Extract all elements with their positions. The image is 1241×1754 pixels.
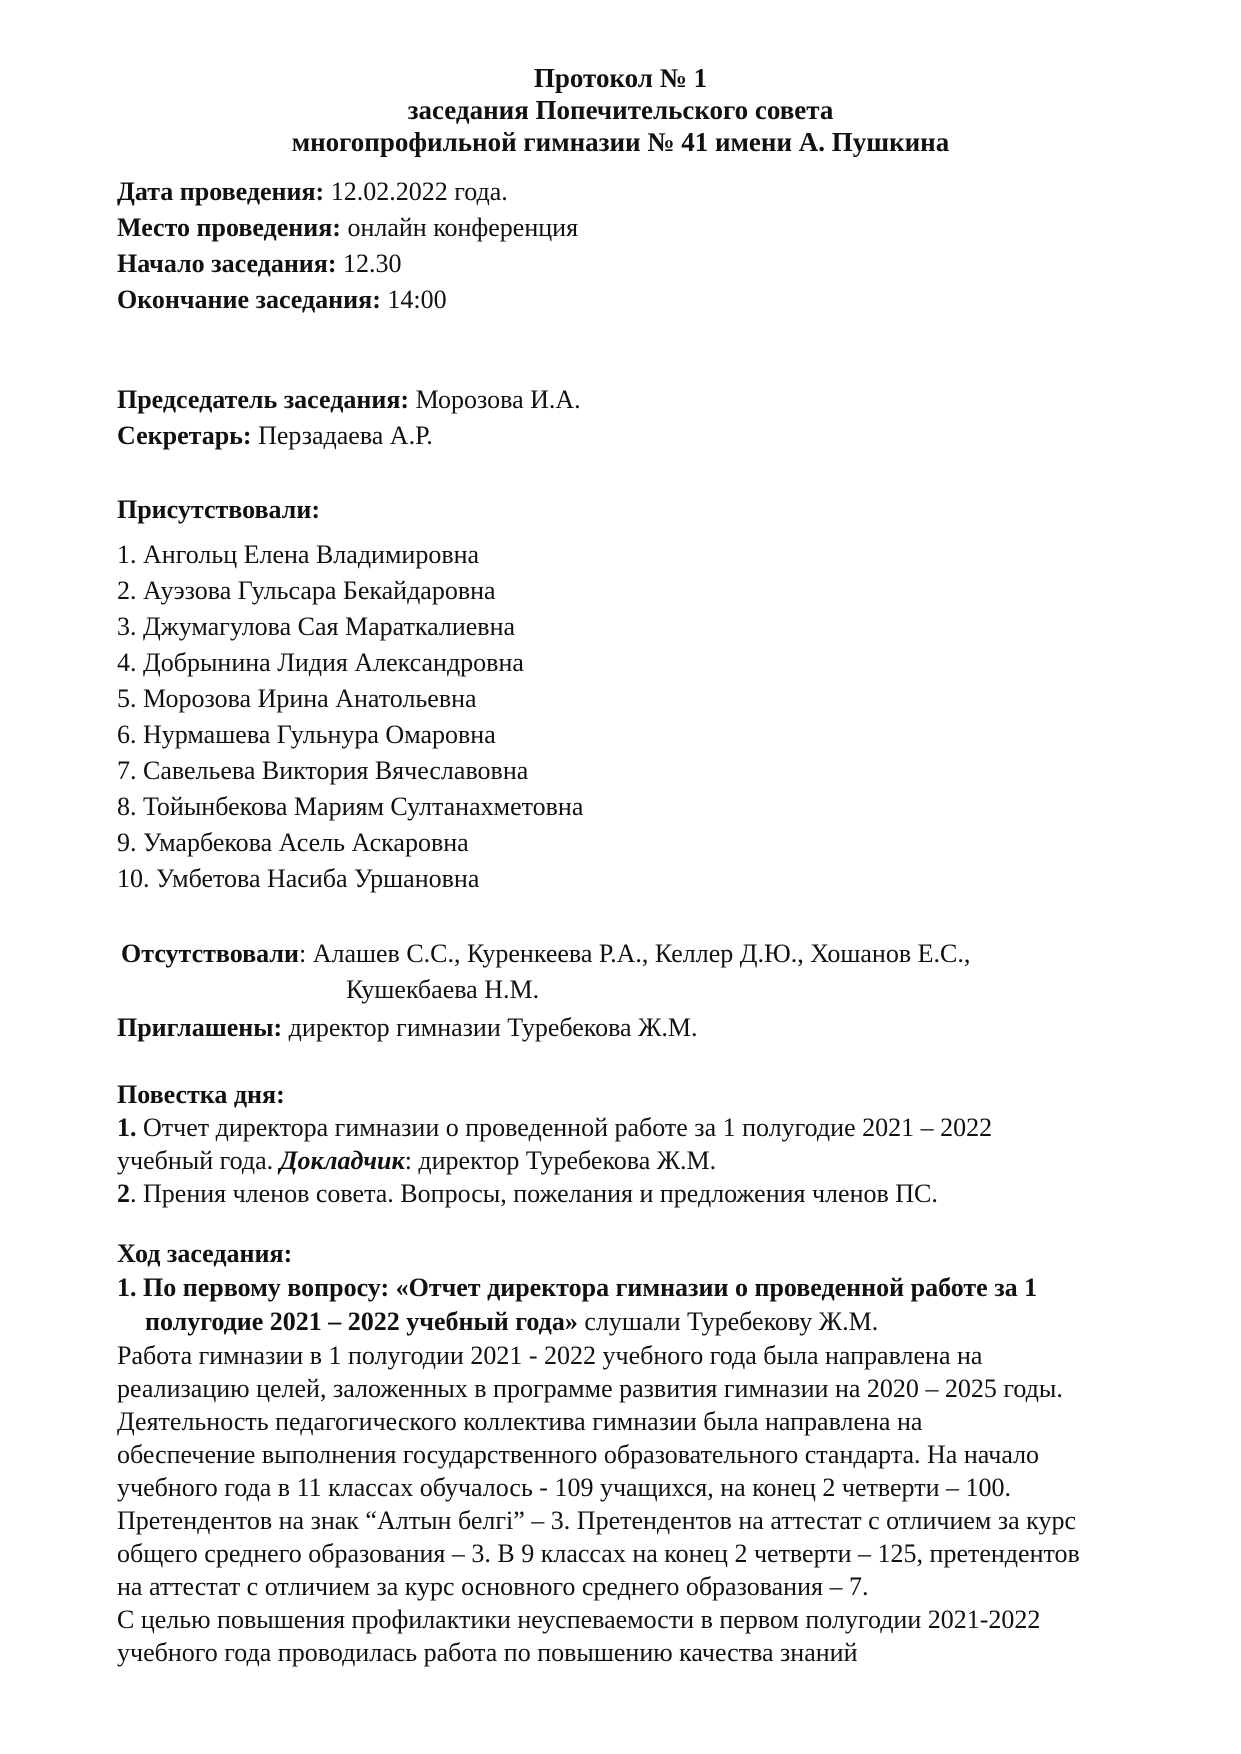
list-item: 1. Ангольц Елена Владимировна xyxy=(117,540,480,569)
list-item: 5. Морозова Ирина Анатольевна xyxy=(117,684,477,713)
body-line: реализацию целей, заложенных в программе развития гимназии на 2020 – 2025 годы. xyxy=(117,1374,1063,1403)
list-item: 10. Умбетова Насиба Уршановна xyxy=(117,864,480,893)
body-line: Претендентов на знак “Алтын белгі” – 3. Претендентов на аттестат с отличием за курс xyxy=(117,1506,1076,1535)
speaker-label: Докладчик xyxy=(279,1146,405,1175)
invited-section xyxy=(117,1010,1167,1046)
meeting-meta xyxy=(117,174,1167,318)
protocol-school: многопрофильной гимназии № 41 имени А. Пушкина xyxy=(291,127,950,157)
list-item: 9. Умарбекова Асель Аскаровна xyxy=(117,828,469,857)
question-1-cont: полугодие 2021 – 2022 учебный года» слушали Туребекову Ж.М. xyxy=(145,1307,879,1336)
meta-date: Дата проведения: 12.02.2022 года. xyxy=(117,177,508,206)
body-line: обеспечение выполнения государственного образовательного стандарта. На начало xyxy=(117,1440,1040,1469)
protocol-subtitle: заседания Попечительского совета xyxy=(407,95,834,125)
secretary: Секретарь: Перзадаева А.Р. xyxy=(117,421,433,450)
body-line: учебного года проводилась работа по повышению качества знаний xyxy=(117,1638,858,1667)
agenda-item-2: 2. Прения членов совета. Вопросы, пожелания и предложения членов ПС. xyxy=(117,1179,938,1208)
agenda-item-1: 1. Отчет директора гимназии о проведенной работе за 1 полугодие 2021 – 2022 xyxy=(117,1113,993,1142)
protocol-title: Протокол № 1 xyxy=(533,63,708,93)
present-heading: Присутствовали: xyxy=(117,495,320,524)
body-line: Деятельность педагогического коллектива гимназии была направлена на xyxy=(117,1407,923,1436)
meta-place: Место проведения: онлайн конференция xyxy=(117,213,579,242)
absent-line: Отсутствовали: Алашев С.С., Куренкеева Р.А., Келлер Д.Ю., Хошанов Е.С., xyxy=(121,939,971,968)
proceedings-heading: Ход заседания: xyxy=(117,1239,293,1268)
body-line: учебного года в 11 классах обучалось - 109 учащихся, на конец 2 четверти – 100. xyxy=(117,1473,1011,1502)
agenda-item-1-cont: учебный года. Докладчик: директор Туребекова Ж.М. xyxy=(117,1146,717,1175)
present-section xyxy=(117,492,1167,897)
list-item: 4. Добрынина Лидия Александровна xyxy=(117,648,524,677)
proceedings-section xyxy=(117,1237,1167,1669)
body-line: С целью повышения профилактики неуспеваемости в первом полугодии 2021-2022 xyxy=(117,1605,1041,1634)
body-line: общего среднего образования – 3. В 9 классах на конец 2 четверти – 125, претендентов xyxy=(117,1539,1080,1568)
meeting-officers xyxy=(117,382,1167,454)
list-item: 3. Джумагулова Сая Мараткалиевна xyxy=(117,612,516,641)
agenda-heading: Повестка дня: xyxy=(117,1080,285,1109)
list-item: 6. Нурмашева Гульнура Омаровна xyxy=(117,720,496,749)
meta-start: Начало заседания: 12.30 xyxy=(117,249,402,278)
list-item: 2. Ауэзова Гульсара Бекайдаровна xyxy=(117,576,496,605)
body-line: Работа гимназии в 1 полугодии 2021 - 2022 учебного года была направлена на xyxy=(117,1341,983,1370)
chairperson: Председатель заседания: Морозова И.А. xyxy=(117,385,581,414)
list-item: 7. Савельева Виктория Вячеславовна xyxy=(117,756,529,785)
list-item: 8. Тойынбекова Мариям Султанахметовна xyxy=(117,792,584,821)
protocol-header xyxy=(0,62,1241,158)
question-1: 1. По первому вопросу: «Отчет директора гимназии о проведенной работе за 1 xyxy=(117,1273,1038,1302)
agenda-section xyxy=(117,1078,1167,1210)
body-line: на аттестат с отличием за курс основного среднего образования – 7. xyxy=(117,1572,869,1601)
invited-line: Приглашены: директор гимназии Туребекова Ж.М. xyxy=(117,1013,698,1042)
absent-continuation: Кушекбаева Н.М. xyxy=(346,975,540,1004)
absent-section xyxy=(121,936,1171,1008)
meta-end: Окончание заседания: 14:00 xyxy=(117,285,447,314)
